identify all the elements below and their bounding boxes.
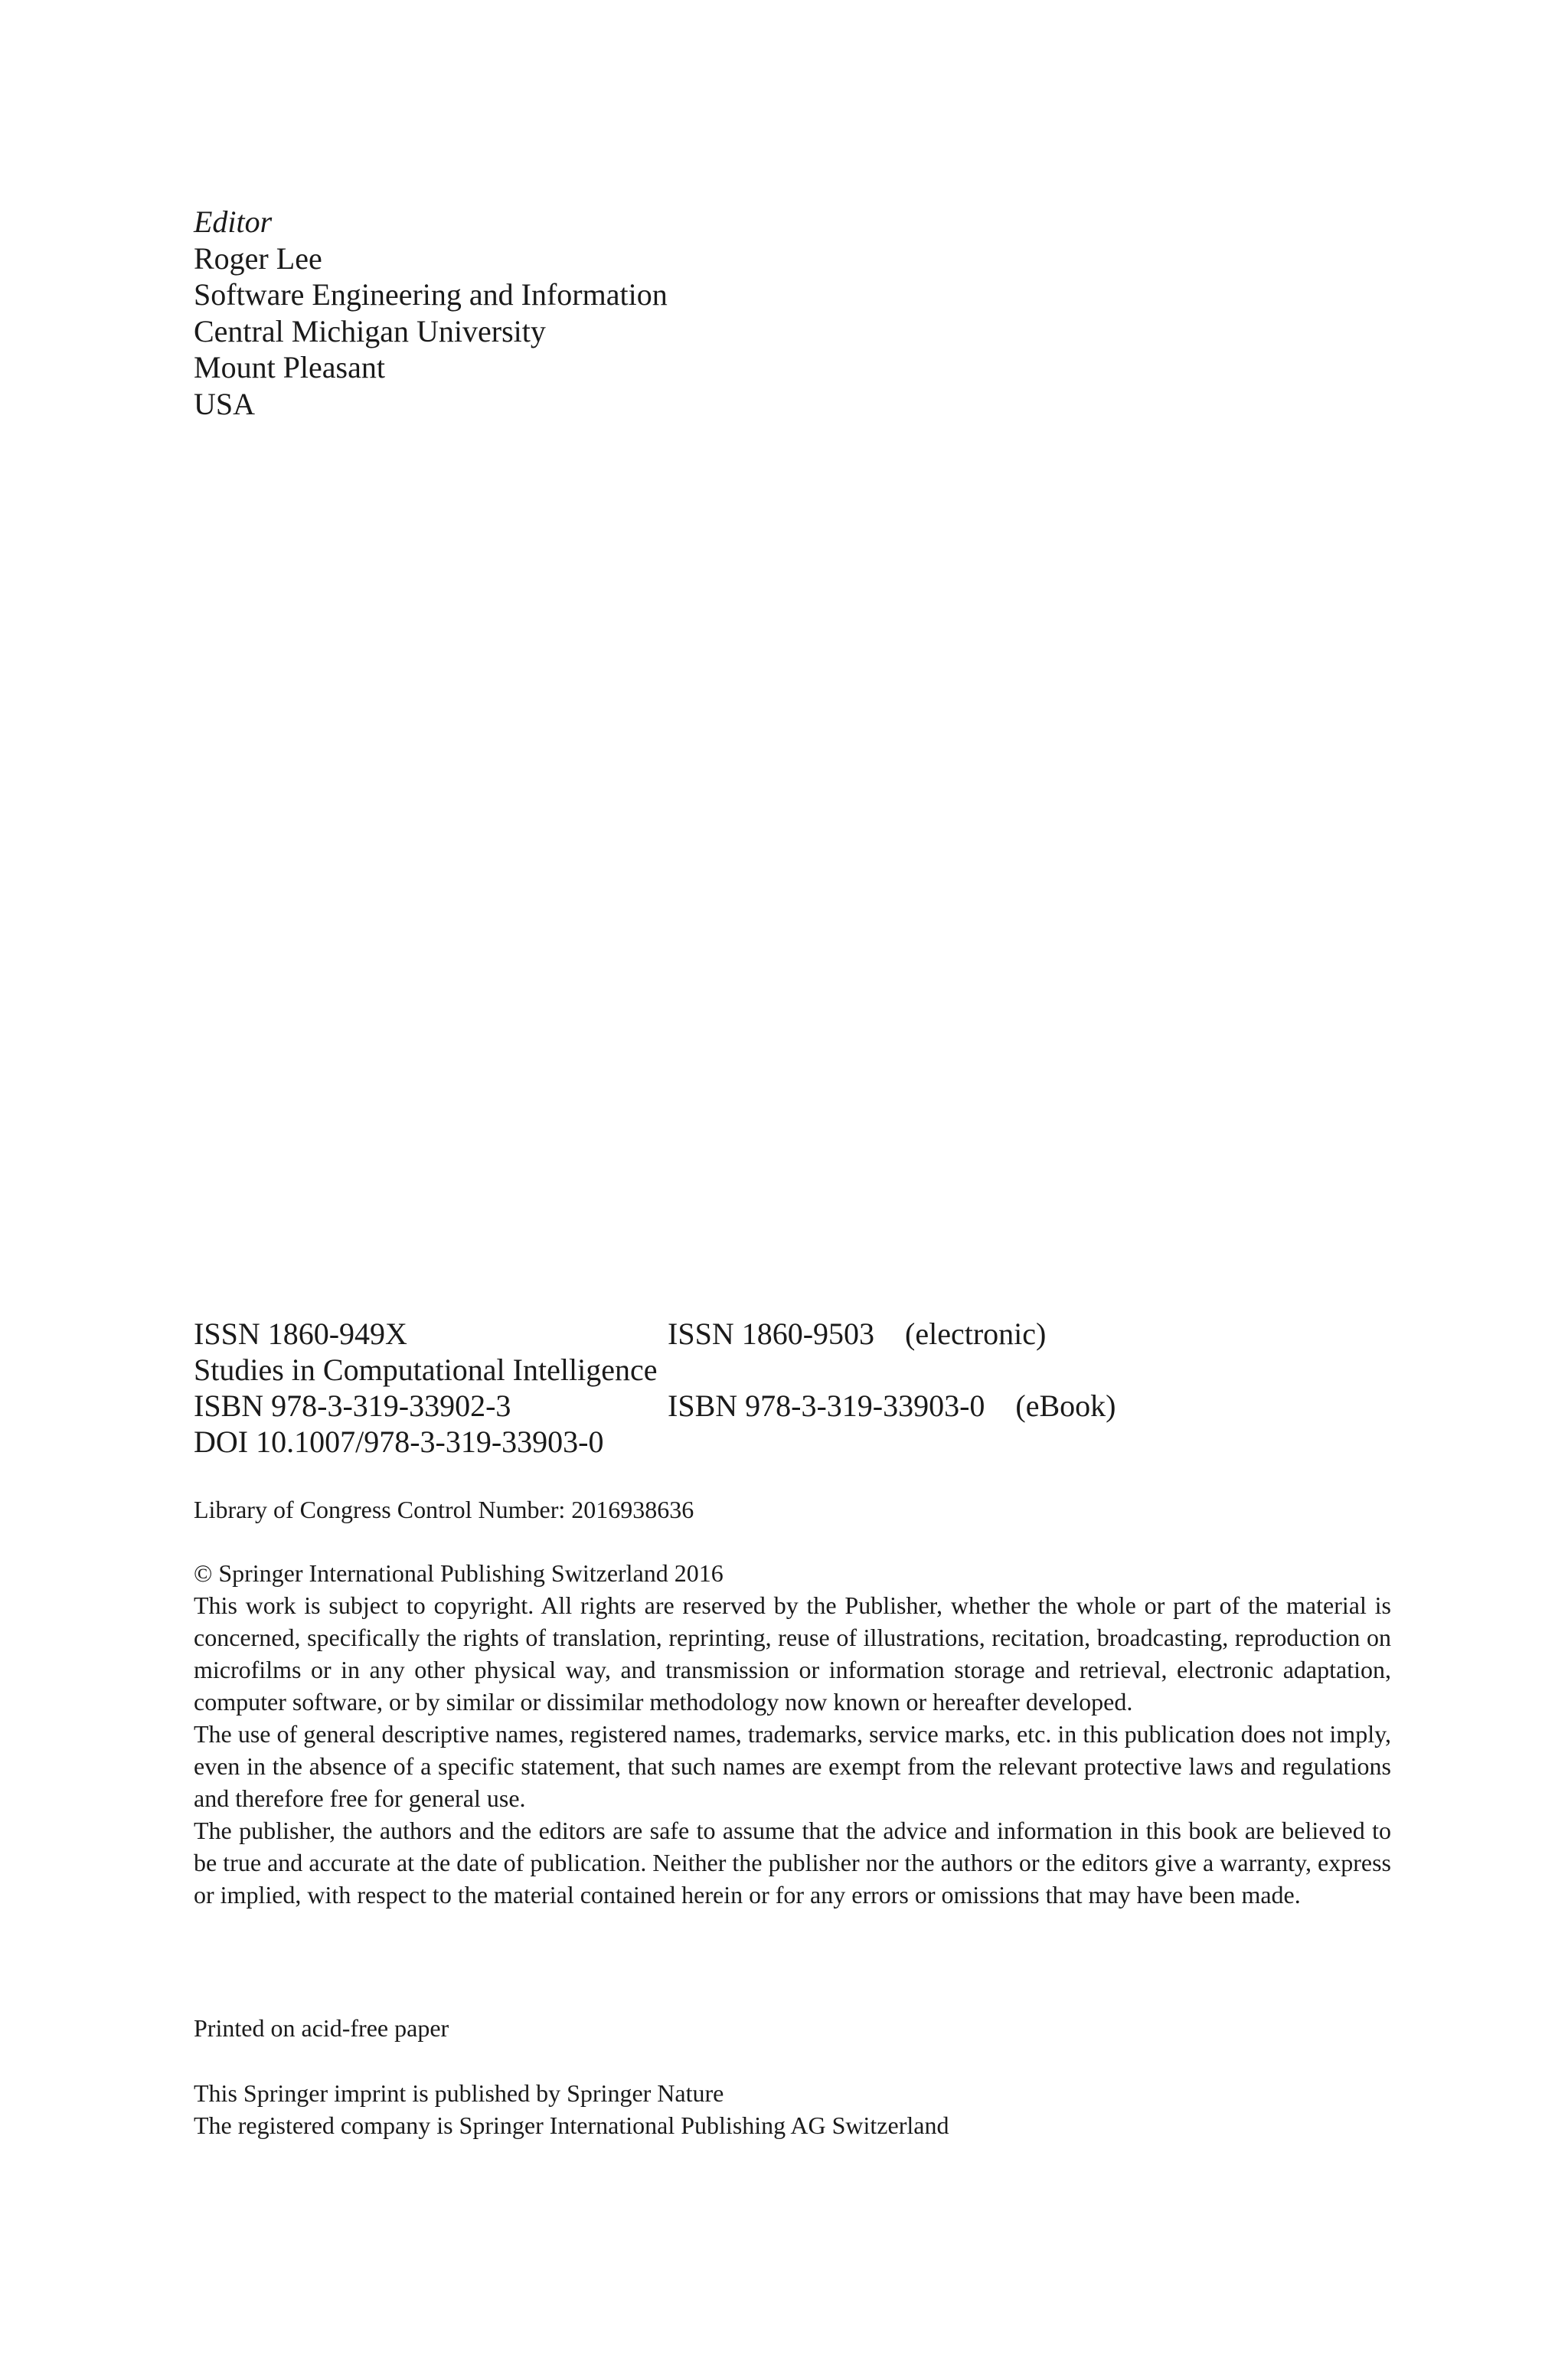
editor-department: Software Engineering and Information xyxy=(194,277,668,312)
imprint-block xyxy=(194,2077,1391,2141)
editor-block xyxy=(194,204,668,422)
doi: DOI 10.1007/978-3-319-33903-0 xyxy=(194,1425,604,1459)
editor-city: Mount Pleasant xyxy=(194,350,385,384)
issn-electronic: ISSN 1860-9503 xyxy=(668,1317,875,1351)
isbn-print: ISBN 978-3-319-33902-3 xyxy=(194,1389,511,1423)
editor-name: Roger Lee xyxy=(194,240,322,276)
editor-university: Central Michigan University xyxy=(194,313,546,348)
copyright-paragraph-3: The publisher, the authors and the editors are safe to assume that the advice and information in this book are believed to be true and accurate at the date of publication. Neither the publisher nor the authors or the editors give a warranty, express or implied, with respect to the material contained herein or for any errors or omissions that may have been made. xyxy=(194,1817,1391,1909)
series-title: Studies in Computational Intelligence xyxy=(194,1353,658,1387)
copyright-line: © Springer International Publishing Switzerland 2016 xyxy=(194,1559,724,1587)
copyright-paragraph-1: This work is subject to copyright. All rights are reserved by the Publisher, whether the whole or part of the material is concerned, specifically the rights of translation, reprinting, reuse of illustrations, recitation, broadcasting, reproduction on microfilms or in any other physical way, and transmission or information storage and retrieval, electronic adaptation, computer software, or by similar or dissimilar methodology now known or hereafter developed. xyxy=(194,1591,1391,1716)
isbn-ebook-note: (eBook) xyxy=(1015,1389,1116,1423)
issn-print: ISSN 1860-949X xyxy=(194,1317,407,1351)
editor-label: Editor xyxy=(194,204,273,239)
issn-electronic-note: (electronic) xyxy=(905,1317,1047,1351)
imprint-line-2: The registered company is Springer International Publishing AG Switzerland xyxy=(194,2111,949,2139)
copyright-block xyxy=(194,1557,1391,1911)
isbn-ebook: ISBN 978-3-319-33903-0 xyxy=(668,1389,985,1423)
editor-country: USA xyxy=(194,386,256,421)
imprint-line-1: This Springer imprint is published by Springer Nature xyxy=(194,2079,724,2107)
issn-electronic-group xyxy=(668,1316,1046,1352)
isbn-ebook-group xyxy=(668,1388,1116,1424)
printed-note: Printed on acid-free paper xyxy=(194,2014,449,2042)
copyright-paragraph-2: The use of general descriptive names, registered names, trademarks, service marks, etc. in this publication does not imply, even in the absence of a specific statement, that such names are exempt from the relevant protective laws and regulations and therefore free for general use. xyxy=(194,1720,1391,1812)
lccn: Library of Congress Control Number: 2016938636 xyxy=(194,1496,694,1523)
